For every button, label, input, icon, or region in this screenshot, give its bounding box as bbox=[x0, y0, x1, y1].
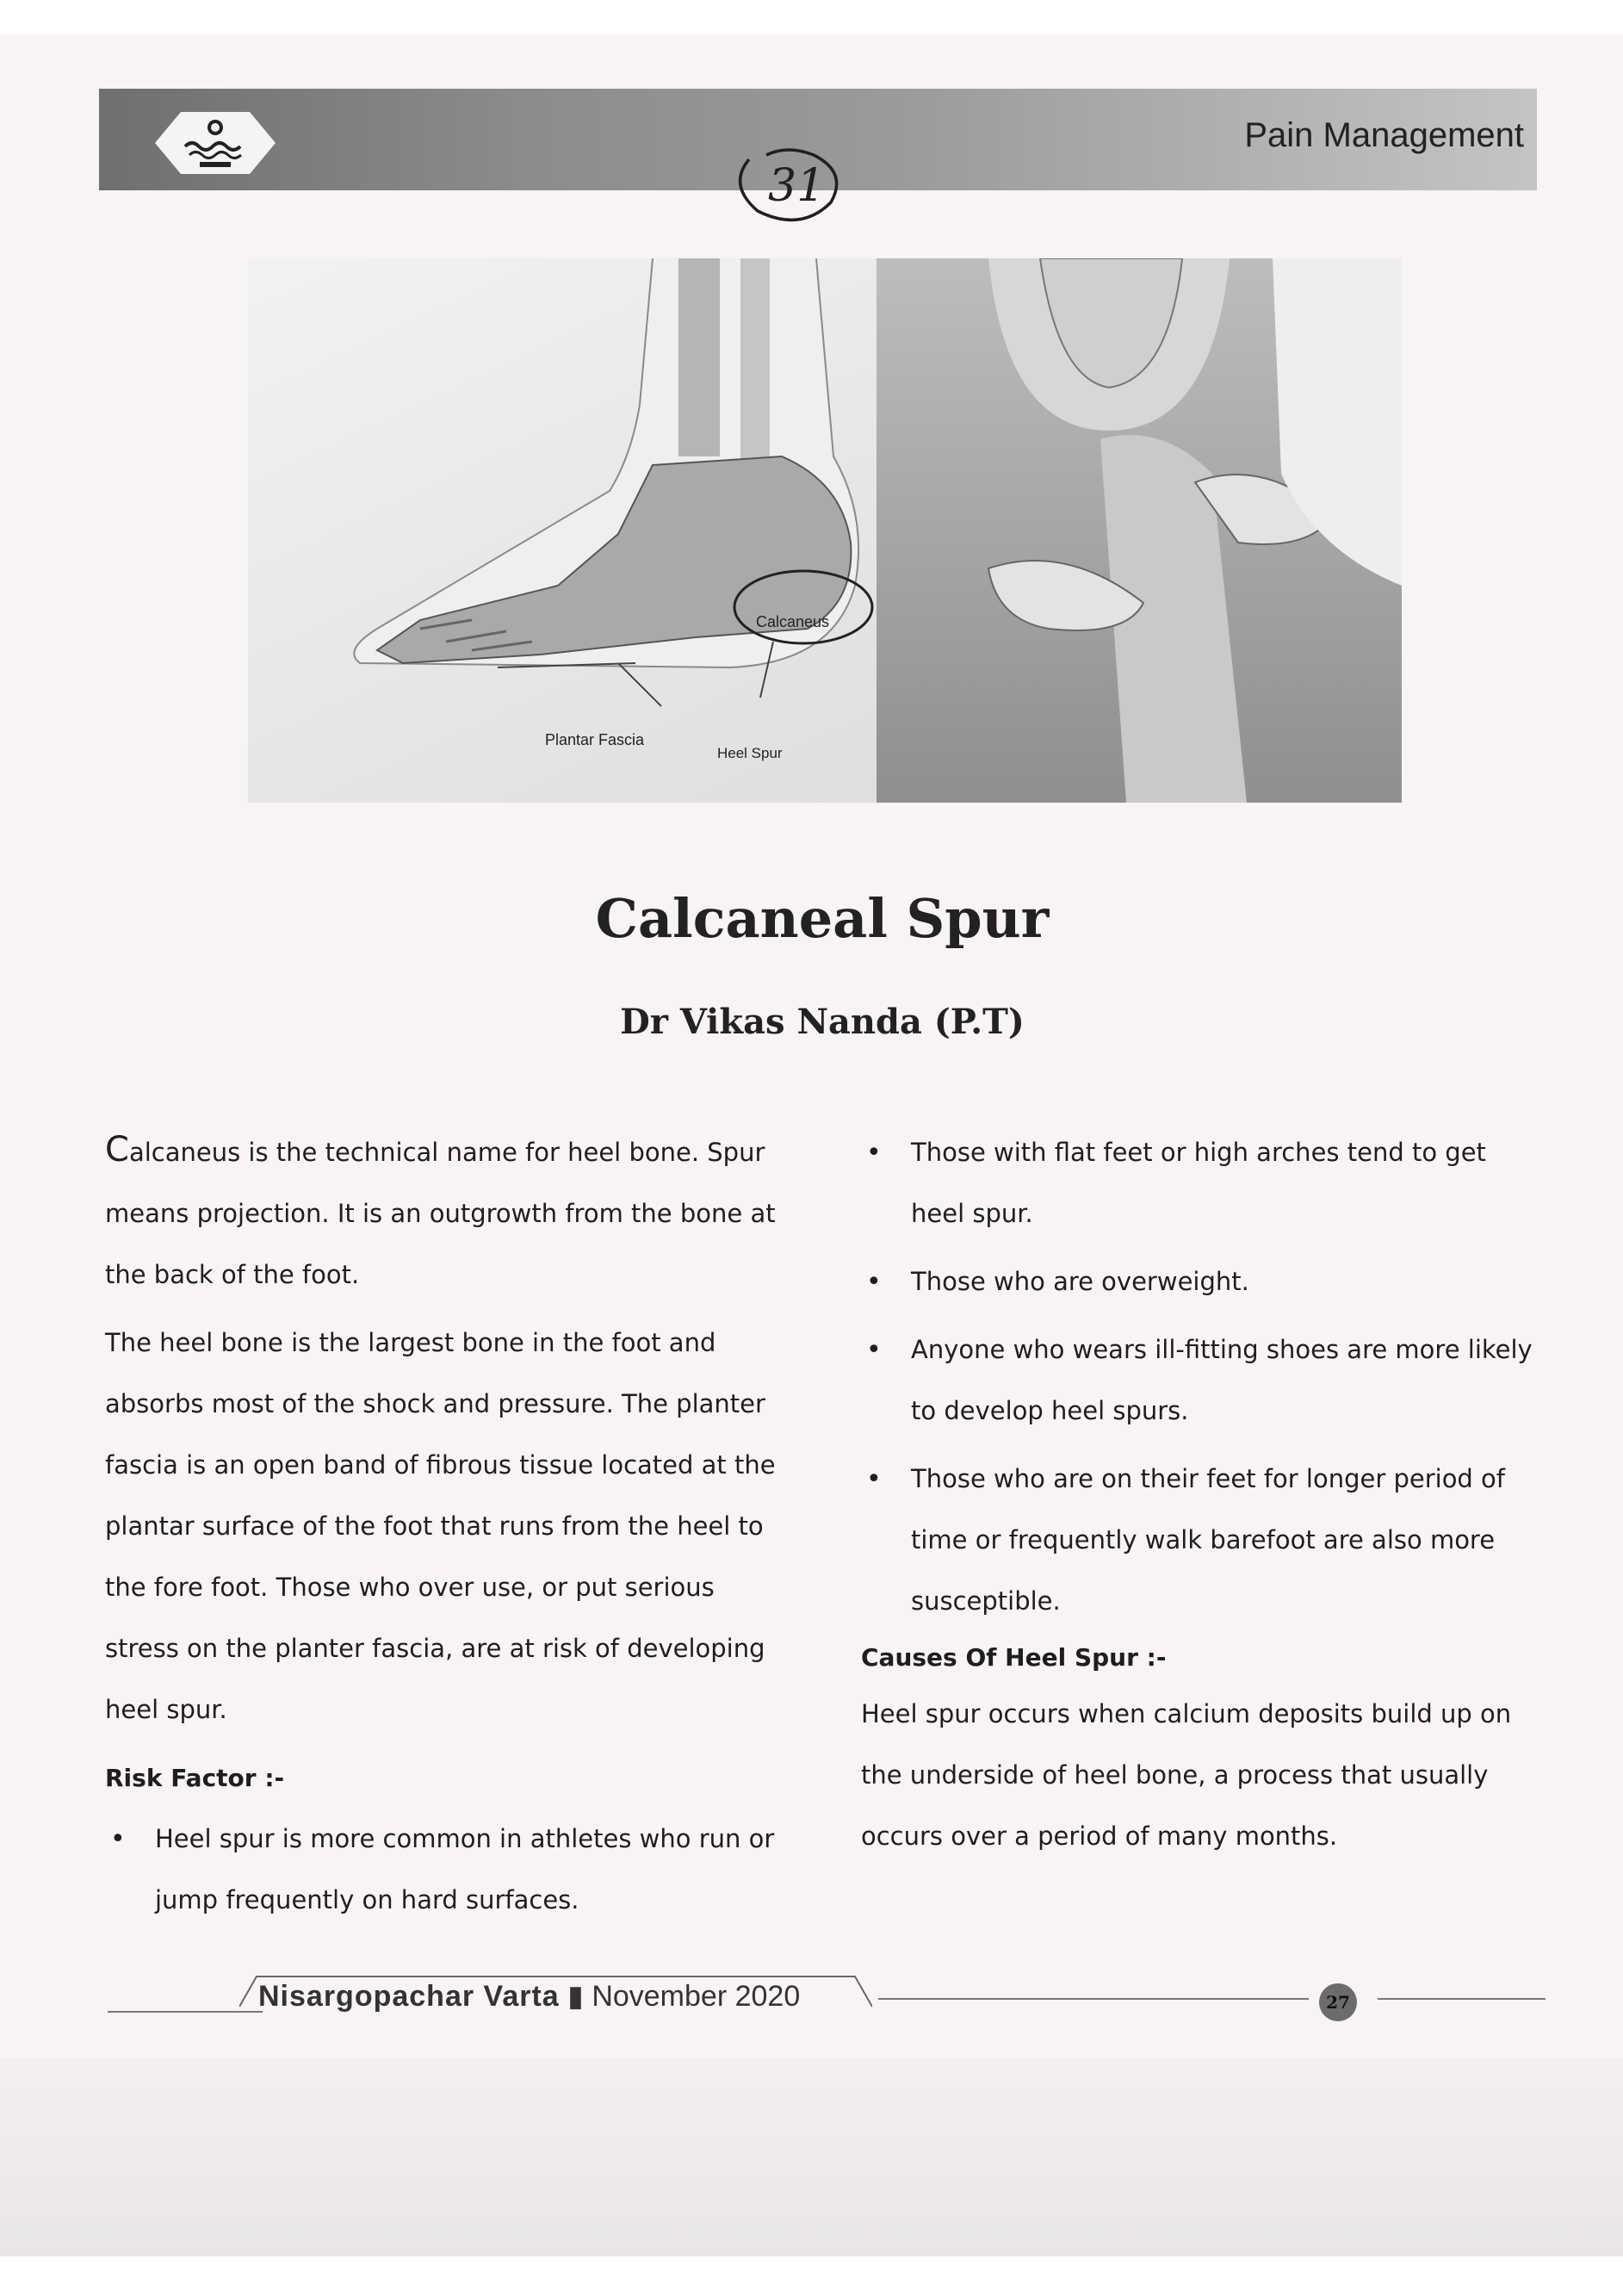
intro-paragraph: Calcaneus is the technical name for heel bone. Spur means projection. It is an outgrowth from the bone at the back of the foot. bbox=[105, 1130, 776, 1289]
risk-bullet: • Heel spur is more common in athletes who run or jump frequently on hard surfaces. bbox=[105, 1809, 794, 1931]
article-author: Dr Vikas Nanda (P.T) bbox=[620, 1002, 1025, 1042]
anatomy-paragraph: The heel bone is the largest bone in the foot and absorbs most of the shock and pressure. The planter fascia is an open band of fibrous tissue located at the plantar surface of the foot that runs from the heel to the fore foot. Those who over use, or put serious stress on the planter fascia, are at risk of developing heel spur. bbox=[105, 1328, 776, 1724]
section-title: Pain Management bbox=[1244, 116, 1524, 154]
footer-magazine-issue bbox=[258, 1979, 861, 2014]
footer-issue: November 2020 bbox=[592, 1980, 801, 2013]
risk-bullet: • Anyone who wears ill-fitting shoes are more likely to develop heel spurs. bbox=[861, 1319, 1546, 1442]
footer-separator-icon: ▮ bbox=[567, 1980, 592, 2013]
risk-factor-heading: Risk Factor :- bbox=[105, 1764, 285, 1792]
footer-rule-right-end bbox=[1378, 1998, 1546, 2000]
causes-heading: Causes Of Heel Spur :- bbox=[861, 1643, 1167, 1672]
causes-paragraph: Heel spur occurs when calcium deposits build up on the underside of heel bone, a process that usually occurs over a period of many months. bbox=[861, 1699, 1512, 1851]
risk-bullet: • Those with flat feet or high arches tend to get heel spur. bbox=[861, 1122, 1546, 1244]
left-column bbox=[105, 1122, 794, 1931]
paper-bottom-shade bbox=[0, 2058, 1623, 2256]
svg-text:31: 31 bbox=[768, 160, 826, 212]
footer-rule-right bbox=[878, 1998, 1309, 2000]
right-column bbox=[861, 1122, 1546, 1867]
risk-bullet: • Those who are overweight. bbox=[861, 1251, 1546, 1312]
svg-text:Heel Spur: Heel Spur bbox=[717, 745, 783, 761]
magazine-logo-icon bbox=[146, 102, 284, 183]
bullet-icon: • bbox=[866, 1138, 882, 1168]
heel-anatomy-figure bbox=[248, 258, 1402, 803]
svg-text:Plantar Fascia: Plantar Fascia bbox=[545, 731, 645, 748]
article-title: Calcaneal Spur bbox=[595, 887, 1050, 950]
handwritten-page-mark bbox=[723, 142, 844, 224]
footer-magazine: Nisargopachar Varta bbox=[258, 1980, 560, 2013]
page-number: 27 bbox=[1319, 1983, 1357, 2021]
svg-text:Calcaneus: Calcaneus bbox=[756, 613, 830, 630]
bullet-icon: • bbox=[866, 1267, 882, 1297]
bullet-icon: • bbox=[866, 1464, 882, 1494]
risk-bullet: • Those who are on their feet for longer period of time or frequently walk barefoot are also more susceptible. bbox=[861, 1449, 1546, 1632]
drop-cap: C bbox=[105, 1130, 129, 1170]
bullet-icon: • bbox=[866, 1335, 882, 1365]
bullet-icon: • bbox=[110, 1824, 126, 1854]
